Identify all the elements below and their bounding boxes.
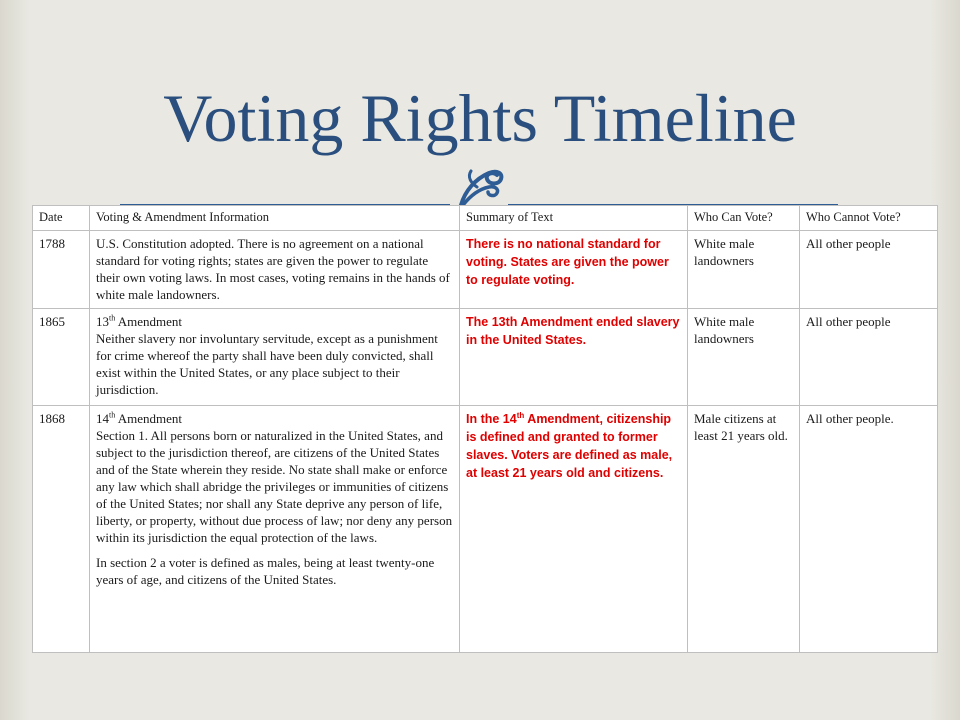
row-date: 1865 bbox=[33, 309, 90, 406]
table-header-row bbox=[33, 206, 938, 231]
summary-text bbox=[466, 412, 672, 480]
slide-title: Voting Rights Timeline bbox=[163, 80, 797, 156]
row-date: 1868 bbox=[33, 406, 90, 653]
row-who-cannot-vote: All other people bbox=[800, 309, 938, 406]
header-who-cannot-vote: Who Cannot Vote? bbox=[800, 206, 938, 231]
amendment-heading bbox=[96, 410, 455, 427]
header-summary: Summary of Text bbox=[460, 206, 688, 231]
summary-post: Amendment, citizenship is defined and granted to former slaves. Voters are defined as male, at least 21 years old and citizens. bbox=[466, 412, 673, 480]
summary-pre: In the 14 bbox=[466, 412, 517, 426]
amendment-ordinal: th bbox=[109, 410, 116, 420]
amendment-number: 14 bbox=[96, 411, 109, 426]
row-summary bbox=[460, 231, 688, 309]
row-who-can-vote: White male landowners bbox=[688, 231, 800, 309]
row-summary bbox=[460, 309, 688, 406]
amendment-section-1: Section 1. All persons born or naturalized in the United States, and subject to the jurisdiction thereof, are citizens of the United States and of the State wherein they reside. No state shall make or enforce any law which shall abridge the privileges or immunities of citizens of the United States; nor shall any State deprive any person of life, liberty, or property, without due process of law; nor deny any person within its jurisdiction the equal protection of the laws. bbox=[96, 428, 453, 545]
summary-ordinal: th bbox=[516, 410, 525, 420]
row-who-can-vote: Male citizens at least 21 years old. bbox=[688, 406, 800, 653]
amendment-word: Amendment bbox=[115, 411, 183, 426]
amendment-section-2: In section 2 a voter is defined as males, being at least twenty-one years of age, and citizens of the United States. bbox=[96, 555, 435, 587]
row-who-cannot-vote: All other people. bbox=[800, 406, 938, 653]
row-date: 1788 bbox=[33, 231, 90, 309]
table-row bbox=[33, 309, 938, 406]
header-info: Voting & Amendment Information bbox=[90, 206, 460, 231]
summary-text: There is no national standard for voting. States are given the power to regulate voting. bbox=[466, 237, 669, 287]
row-who-cannot-vote: All other people bbox=[800, 231, 938, 309]
amendment-text: Neither slavery nor involuntary servitude, except as a punishment for crime whereof the party shall have been duly convicted, shall exist within the United States, or any place subject to their jurisdiction. bbox=[96, 331, 438, 397]
row-summary bbox=[460, 406, 688, 653]
table-row bbox=[33, 231, 938, 309]
row-info bbox=[90, 406, 460, 653]
header-date: Date bbox=[33, 206, 90, 231]
amendment-word: Amendment bbox=[115, 314, 183, 329]
amendment-number: 13 bbox=[96, 314, 109, 329]
row-info: U.S. Constitution adopted. There is no agreement on a national standard for voting rights; states are given the power to regulate their own voting laws. In most cases, voting remains in the hands of white male landowners. bbox=[90, 231, 460, 309]
decorative-swirl-icon bbox=[455, 165, 507, 209]
amendment-heading bbox=[96, 313, 455, 330]
summary-text: The 13th Amendment ended slavery in the United States. bbox=[466, 315, 680, 347]
table-row bbox=[33, 406, 938, 653]
row-info bbox=[90, 309, 460, 406]
header-who-can-vote: Who Can Vote? bbox=[688, 206, 800, 231]
row-who-can-vote: White male landowners bbox=[688, 309, 800, 406]
voting-rights-table bbox=[32, 205, 938, 653]
amendment-ordinal: th bbox=[109, 313, 116, 323]
